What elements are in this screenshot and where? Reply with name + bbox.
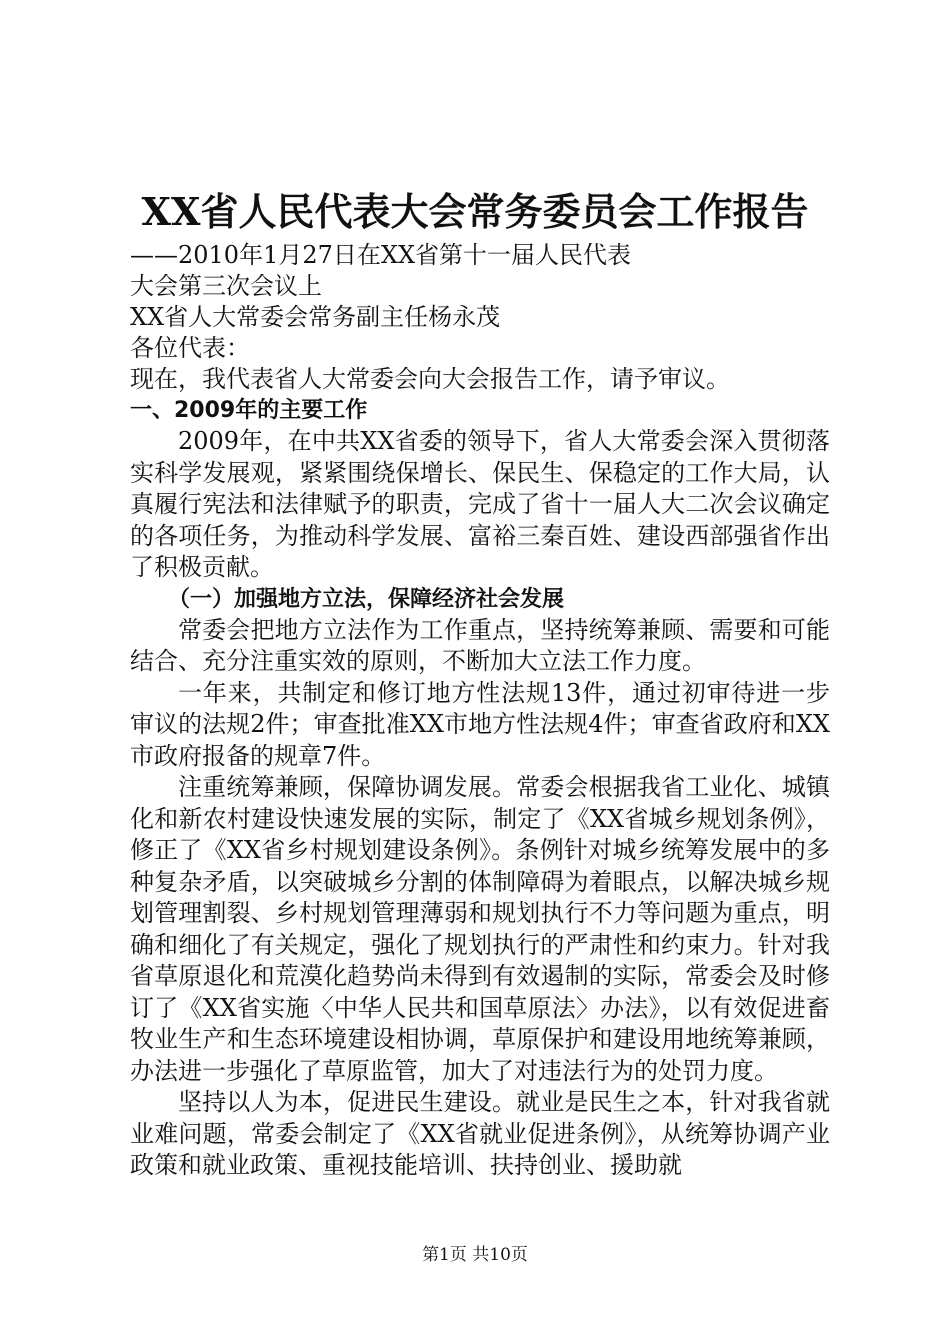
subsection-1-paragraph-3: 注重统筹兼顾，保障协调发展。常委会根据我省工业化、城镇化和新农村建设快速发展的实际，制定了《XX省城乡规划条例》，修正了《XX省乡村规划建设条例》。条例针对城乡统筹发展中的多种复杂矛盾，以突破城乡分割的体制障碍为着眼点，以解决城乡规划管理割裂、乡村规划管理薄弱和规划执行不力等问题为重点，明确和细化了有关规定，强化了规划执行的严肃性和约束力。针对我省草原退化和荒漠化趋势尚未得到有效遏制的实际，常委会及时修订了《XX省实施〈中华人民共和国草原法〉办法》，以有效促进畜牧业生产和生态环境建设相协调，草原保护和建设用地统筹兼顾，办法进一步强化了草原监管，加大了对违法行为的处罚力度。	[130, 773, 830, 1085]
document-title: XX省人民代表大会常务委员会工作报告	[141, 189, 809, 234]
subsection-heading-1: （一）加强地方立法，保障经济社会发展	[168, 586, 565, 612]
speaker-line: XX省人大常委会常务副主任杨永茂	[130, 303, 501, 331]
subsection-1-paragraph-4: 坚持以人为本，促进民生建设。就业是民生之本，针对我省就业难问题，常委会制定了《XX省就业促进条例》，从统筹协调产业政策和就业政策、重视技能培训、扶持创业、援助就	[130, 1088, 830, 1179]
section-heading-1: 一、2009年的主要工作	[130, 398, 368, 423]
page-footer: 第1页 共10页	[422, 1245, 528, 1265]
subsection-1-paragraph-1: 常委会把地方立法作为工作重点，坚持统筹兼顾、需要和可能结合、充分注重实效的原则，不断加大立法工作力度。	[130, 615, 830, 675]
document-body	[130, 240, 830, 1182]
subtitle-line-2: 大会第三次会议上	[130, 272, 322, 300]
subtitle-line-1: ——2010年1月27日在XX省第十一届人民代表	[130, 241, 632, 269]
intro-line: 现在，我代表省人大常委会向大会报告工作，请予审议。	[130, 365, 730, 393]
salutation: 各位代表：	[130, 334, 250, 362]
subsection-1-paragraph-2: 一年来，共制定和修订地方性法规13件，通过初审待进一步审议的法规2件；审查批准XX市地方性法规4件；审查省政府和XX市政府报备的规章7件。	[130, 678, 830, 770]
section-1-paragraph: 2009年，在中共XX省委的领导下，省人大常委会深入贯彻落实科学发展观，紧紧围绕保增长、保民生、保稳定的工作大局，认真履行宪法和法律赋予的职责，完成了省十一届人大二次会议确定的各项任务，为推动科学发展、富裕三秦百姓、建设西部强省作出了积极贡献。	[130, 427, 830, 581]
